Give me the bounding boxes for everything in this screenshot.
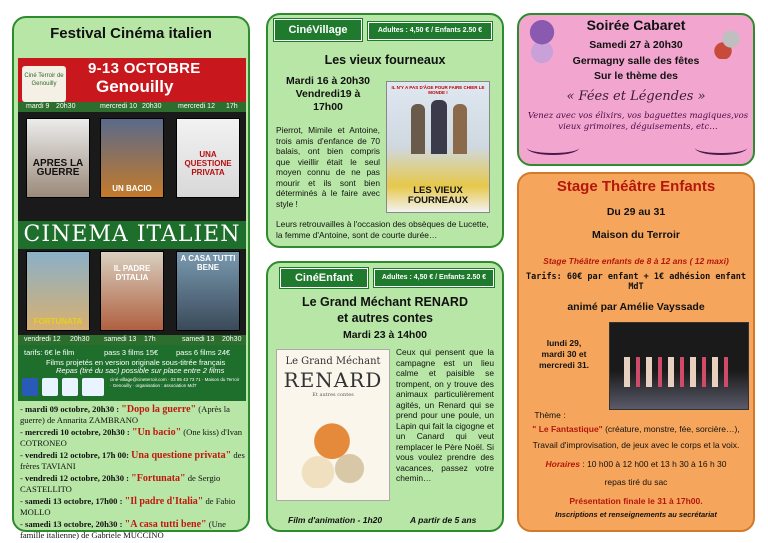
caption: mercredi 10: [100, 103, 137, 110]
day-line: mercredi 31.: [538, 360, 590, 370]
cineenfant-panel: [266, 261, 504, 532]
poster-title: UN BACIO: [112, 184, 152, 193]
ornament-left: [527, 141, 579, 155]
repas-note: Repas (tiré du sac) possible sur place entre 2 films: [56, 366, 225, 375]
cinevillage-schedule: [276, 75, 380, 114]
accessibility-logo: [22, 378, 38, 396]
stage-title: Stage Théâtre Enfants: [556, 178, 716, 195]
film-duration: Film d'animation - 1h20: [288, 515, 383, 525]
caption: samedi 13: [104, 336, 137, 343]
festival-dates: 9-13 OCTOBRE: [88, 60, 201, 77]
stage-theatre-panel: [517, 172, 755, 532]
renard-poster: [276, 349, 390, 501]
stage-inscriptions: Inscriptions et renseignements au secrétariat: [555, 510, 717, 519]
caption: 20h30: [70, 336, 90, 343]
caption: mardi 9: [26, 103, 50, 110]
poster-a-casa: [176, 251, 240, 331]
character-figure: [453, 104, 467, 154]
poster-title: IL PADRE D'ITALIA: [113, 264, 151, 282]
program-item: - vendredi 12 octobre, 17h 00: Una questione privata" des frères TAVIANI: [20, 450, 245, 471]
poster-title: APRES LA GUERRE: [32, 158, 84, 178]
soiree-date: Samedi 27 à 20h30: [589, 39, 683, 51]
vo-note: Films projetés en version originale sous-titrée français: [46, 358, 226, 367]
stage-horaires: [519, 459, 753, 469]
caption: 17h: [144, 336, 156, 343]
caption: 20h30: [56, 103, 76, 110]
vieux-fourneaux-poster: [386, 81, 490, 213]
poster-title: LES VIEUX FOURNEAUX: [407, 185, 469, 206]
sched-line: Mardi 16 à 20h30: [285, 75, 371, 87]
sched-line: 17h00: [313, 101, 343, 113]
captions-top: [18, 102, 246, 112]
stage-dates: Du 29 au 31: [606, 206, 666, 218]
stage-repas: repas tiré du sac: [604, 477, 668, 487]
theme-name: " Le Fantastique": [532, 424, 603, 434]
film-age: A partir de 5 ans: [410, 515, 477, 525]
program-item: - samedi 13 octobre, 17h00 : "Il padre d'Italia" de Fabio MOLLO: [20, 496, 236, 517]
stage-animateur: animé par Amélie Vayssade: [567, 301, 705, 313]
poster-tagline: IL N'Y A PAS D'ÂGE POUR FAIRE CHIER LE MONDE !: [391, 85, 485, 95]
caption: 20h30: [142, 103, 162, 110]
ornament-right: [695, 141, 747, 155]
caption: vendredi 12: [24, 336, 61, 343]
poster-una-questione: [176, 118, 240, 198]
program-item: - vendredi 12 octobre, 20h30 : "Fortunata" de Sergio CASTELLITO: [20, 473, 221, 494]
poster-title: UNA QUESTIONE PRIVATA: [184, 150, 232, 177]
festival-address: ciné-village@cineterroir.com · 03 85 43 73 71 · Maison du Terroir · Genouilly · organisation : association MdT: [110, 377, 240, 388]
stage-tarifs: Tarifs: 60€ par enfant + 1€ adhésion enfant MdT: [525, 272, 747, 292]
character-figure: [411, 104, 425, 154]
cinevillage-synopsis: Pierrot, Mimile et Antoine, trois amis d'enfance de 70 balais, ont bien compris que vieillir était le seul moyen connu de ne pas mourir et ils sont bien déterminés à le faire avec style !: [276, 125, 380, 209]
soiree-title: Soirée Cabaret: [586, 17, 686, 33]
soiree-text: Venez avec vos élixirs, vos baguettes magiques,vos vieux grimoires, déguisements, etc…: [527, 111, 749, 132]
stage-theme: [519, 424, 753, 434]
sponsor-logos: [18, 375, 246, 401]
caption: mercredi 12: [178, 103, 215, 110]
festival-panel: [12, 16, 250, 540]
cinevillage-synopsis-2: Leurs retrouvailles à l'occasion des obsèques de Lucette, la femme d'Antoine, sont de courte durée…: [276, 219, 489, 240]
caption: 20h30: [222, 336, 242, 343]
children-figures: [624, 357, 734, 387]
cine-terroir-logo: Ciné Terroir de Genouilly: [22, 66, 66, 102]
cinevillage-price: Adultes : 4,50 € / Enfants 2.50 €: [368, 22, 492, 40]
stage-days: [529, 338, 599, 371]
sponsor-logo: [62, 378, 78, 396]
caption: samedi 13: [182, 336, 215, 343]
program-item: - mercredi 10 octobre, 20h30 : "Un bacio" (One kiss) d'Ivan COTRONEO: [20, 427, 243, 448]
poster-title: RENARD: [283, 368, 383, 392]
poster-fortunata: [26, 251, 90, 331]
theatre-photo: [609, 322, 749, 410]
tarif-pass3: pass 3 films 15€: [104, 348, 159, 357]
sched-line: Vendredi19 à: [295, 88, 361, 100]
soiree-cabaret-panel: [517, 13, 755, 166]
cineenfant-title-2: et autres contes: [337, 311, 433, 325]
theme-label: Thème :: [534, 410, 566, 420]
cineenfant-synopsis: Ceux qui pensent que la campagne est un lieu calme et paisible se trompent, on y trouve des animaux particulièrement agités, un Renard qui se prend pour une poule, un Lapin qui fait la cigogne et un Canard qui veut remplacer le Père Noël. Si vous voulez prendre des vacances, passez votre chemin…: [396, 347, 494, 483]
horaires-label: Horaires: [545, 459, 580, 469]
cinema-italien-band: CINEMA ITALIEN: [18, 221, 246, 249]
sponsor-logo: [42, 378, 58, 396]
cineenfant-tag: CinéEnfant: [280, 268, 368, 288]
program-item: - mardi 09 octobre, 20h30 : "Dopo la guerre" (Après la guerre) de Annarita ZAMBRANO: [20, 404, 230, 425]
sponsor-logo: [82, 378, 104, 396]
poster-apres-la-guerre: [26, 118, 90, 198]
poster-subtitle: Et autres contes: [312, 392, 354, 398]
caption: 17h: [226, 103, 238, 110]
festival-title: Festival Cinéma italien: [50, 25, 212, 42]
cineenfant-title-1: Le Grand Méchant RENARD: [302, 295, 468, 309]
tarif-pass6: pass 6 films 24€: [176, 348, 231, 357]
theme-details: (créature, monstre, fée, sorcière…),: [602, 424, 740, 434]
fox-illustration: [297, 410, 367, 488]
soiree-quote: « Fées et Légendes »: [566, 89, 706, 104]
program-item: - samedi 13 octobre, 20h30 : "A casa tutti bene" (Une famille italienne) de Gabriele MUCCINO: [20, 519, 226, 540]
day-line: mardi 30 et: [541, 349, 587, 359]
day-line: lundi 29,: [546, 338, 582, 348]
festival-town: Genouilly: [96, 77, 174, 96]
soiree-theme: Sur le thème des: [593, 70, 679, 82]
stage-presentation: Présentation finale le 31 à 17h00.: [569, 496, 703, 506]
cineenfant-schedule: Mardi 23 à 14h00: [342, 329, 428, 341]
cinevillage-tag: CinéVillage: [274, 19, 362, 41]
cinevillage-film-title: Les vieux fourneaux: [324, 53, 446, 67]
poster-title: Le Grand Méchant: [285, 356, 381, 367]
stage-travail: Travail d'improvisation, de jeux avec le corps et la voix.: [532, 440, 740, 450]
poster-title: A CASA TUTTI BENE: [180, 254, 236, 272]
horaires-value: : 10 h00 à 12 h00 et 13 h 30 à 16 h 30: [579, 459, 727, 469]
captions-bottom: [18, 335, 246, 345]
soiree-place: Germagny salle des fêtes: [572, 55, 700, 67]
tarif-film: tarifs: 6€ le film: [24, 348, 75, 357]
poster-il-padre: [100, 251, 164, 331]
character-figure: [431, 100, 447, 154]
festival-program: [20, 404, 248, 542]
poster-un-bacio: [100, 118, 164, 198]
cineenfant-price: Adultes : 4,50 € / Enfants 2.50 €: [374, 269, 494, 287]
stage-place: Maison du Terroir: [592, 229, 680, 241]
stage-age: Stage Théâtre enfants de 8 à 12 ans ( 12 maxi): [543, 256, 729, 266]
poster-title: FORTUNATA: [33, 317, 83, 326]
cinevillage-panel: [266, 13, 504, 248]
